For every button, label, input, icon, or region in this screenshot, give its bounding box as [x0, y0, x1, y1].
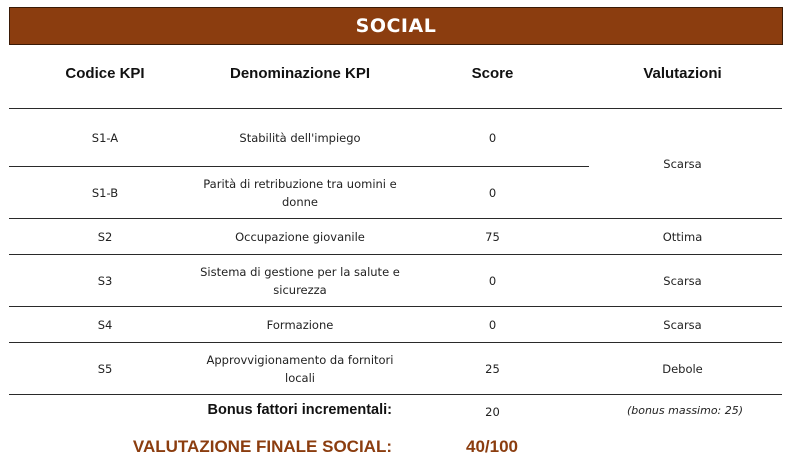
kpi-score: 25 [485, 361, 500, 376]
header-code: Codice KPI [65, 65, 145, 82]
kpi-name: Parità di retribuzione tra uomini e donne [203, 176, 397, 209]
kpi-code: S1-B [91, 185, 119, 200]
kpi-code: S5 [97, 361, 113, 376]
kpi-code: S4 [97, 317, 113, 332]
kpi-score: 0 [488, 273, 497, 288]
kpi-rating: Scarsa [663, 273, 702, 288]
section-title: SOCIAL [355, 15, 437, 37]
kpi-name: Formazione [266, 317, 334, 332]
final-rating-value: 40/100 [466, 437, 518, 456]
kpi-code: S2 [97, 229, 113, 244]
kpi-name: Sistema di gestione per la salute e sicurezza [200, 264, 400, 297]
kpi-code: S1-A [91, 130, 119, 145]
bonus-label: Bonus fattori incrementali: [207, 402, 392, 418]
kpi-score: 0 [488, 317, 497, 332]
kpi-rating-merged: Scarsa [663, 156, 702, 171]
table-bottom-divider [9, 394, 782, 395]
bonus-note: (bonus massimo: 25) [626, 404, 744, 417]
kpi-rating: Ottima [662, 229, 703, 244]
kpi-score: 75 [485, 229, 500, 244]
kpi-score: 0 [488, 185, 497, 200]
header-name: Denominazione KPI [229, 65, 371, 82]
final-rating-label: VALUTAZIONE FINALE SOCIAL: [132, 437, 392, 456]
section-title-bar [9, 7, 783, 45]
kpi-name: Stabilità dell'impiego [239, 130, 361, 145]
kpi-rating: Scarsa [663, 317, 702, 332]
kpi-name: Occupazione giovanile [235, 229, 365, 244]
header-score: Score [471, 65, 514, 82]
kpi-score: 0 [488, 130, 497, 145]
bonus-value: 20 [485, 405, 500, 419]
kpi-rating: Debole [662, 361, 703, 376]
kpi-code: S3 [97, 273, 113, 288]
header-rating: Valutazioni [643, 65, 722, 82]
kpi-name: Approvvigionamento da fornitori locali [206, 352, 394, 385]
